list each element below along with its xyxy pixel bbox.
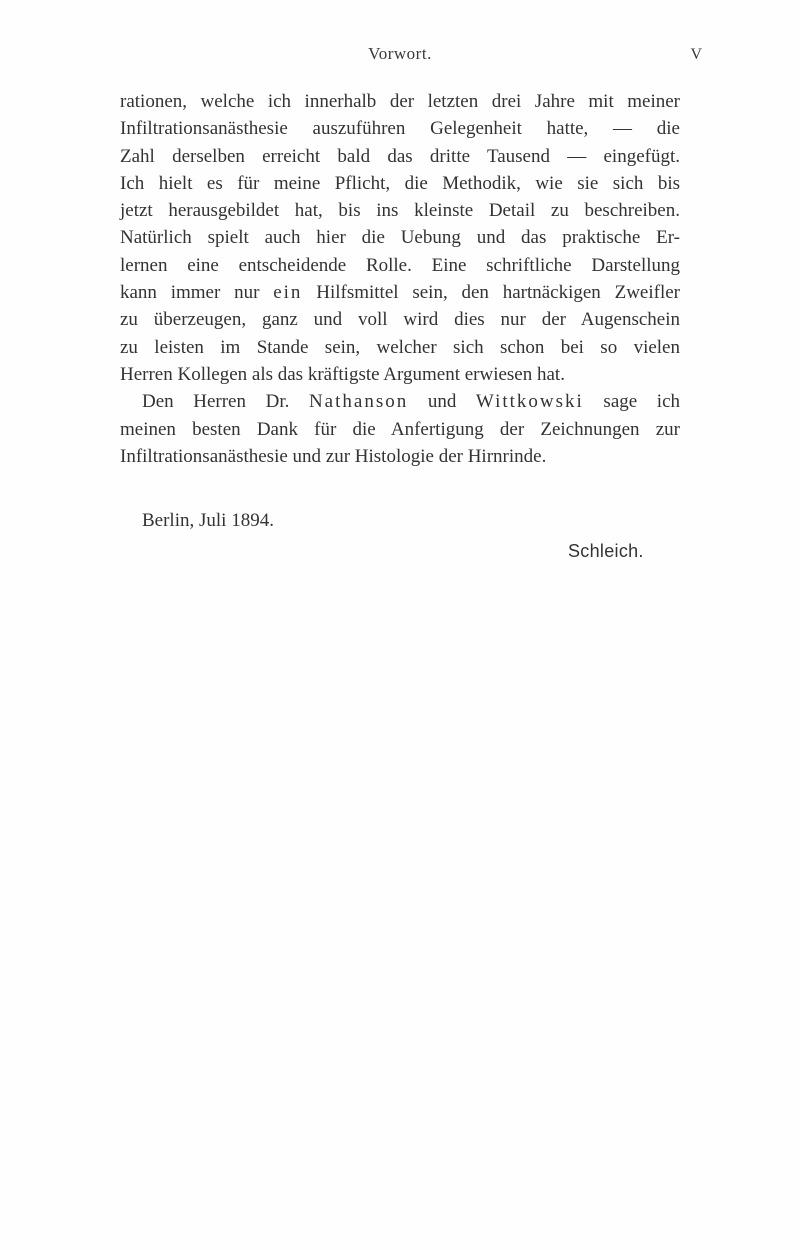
preface-body <box>120 88 680 470</box>
spaced-name: Wittkowski <box>475 391 584 413</box>
text-line: rationen, welche ich innerhalb der letzten drei Jahre mit meiner <box>120 91 680 112</box>
text-line <box>120 388 680 415</box>
page-number: V <box>690 46 702 63</box>
running-title: Vorwort. <box>368 44 432 63</box>
text-line: Herren Kollegen als das kräftigste Argument erwiesen hat. <box>120 363 565 385</box>
text-line: Infiltrationsanästhesie und zur Histologie der Hirnrinde. <box>120 445 547 467</box>
text-line: Ich hielt es für meine Pflicht, die Methodik, wie sie sich bis <box>120 172 680 194</box>
text-line: jetzt herausgebildet hat, bis ins kleinste Detail zu beschreiben. <box>120 200 680 222</box>
text-line: meinen besten Dank für die Anfertigung der Zeichnungen zur <box>120 418 680 440</box>
text-line: Zahl derselben erreicht bald das dritte Tausend — eingefügt. <box>120 145 680 167</box>
emphasized-word: ein <box>273 282 303 304</box>
text-line: lernen eine entscheidende Rolle. Eine schriftliche Darstellung <box>120 254 680 276</box>
text-line: zu überzeugen, ganz und voll wird dies nur der Augenschein <box>120 309 680 331</box>
text-line: Natürlich spielt auch hier die Uebung und das praktische Er- <box>120 227 680 249</box>
text-fragment: kann immer nur <box>120 282 274 304</box>
text-line <box>120 279 680 306</box>
text-fragment: sage ich <box>583 391 680 413</box>
text-fragment: Den Herren Dr. <box>142 391 309 413</box>
text-line: zu leisten im Stande sein, welcher sich schon bei so vielen <box>120 336 680 358</box>
text-fragment: Hilfsmittel sein, den hartnäckigen Zweifler <box>302 282 681 304</box>
running-head <box>120 44 702 72</box>
text-fragment: und <box>408 391 476 413</box>
spaced-name: Nathanson <box>308 391 409 413</box>
author-signature: Schleich. <box>568 541 644 561</box>
place-date: Berlin, Juli 1894. <box>142 510 274 531</box>
text-line: Infiltrationsanästhesie auszuführen Gelegenheit hatte, — die <box>120 118 680 140</box>
